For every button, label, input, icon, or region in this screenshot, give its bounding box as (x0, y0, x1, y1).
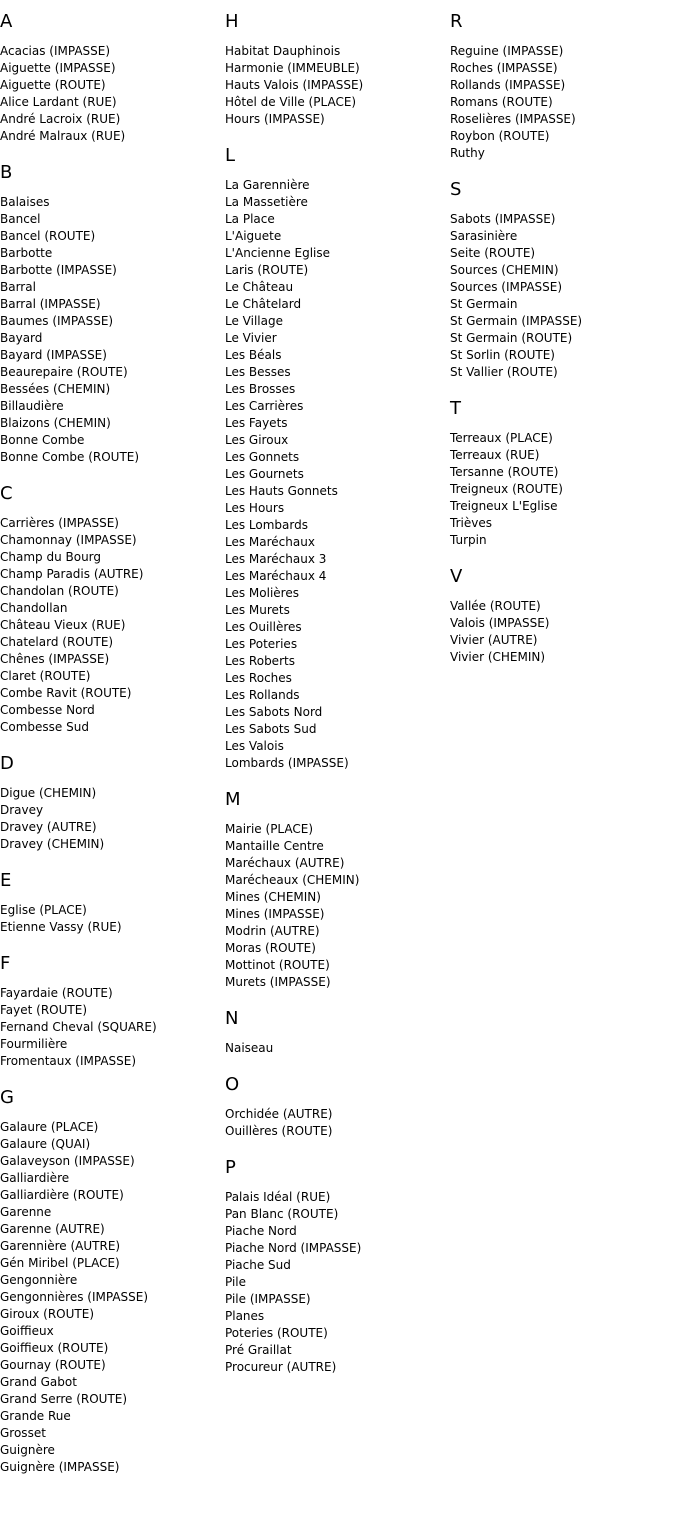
street-link[interactable]: Seite (ROUTE) (450, 246, 536, 260)
street-link[interactable]: Combe Ravit (ROUTE) (0, 686, 132, 700)
section-letter-heading: S (450, 179, 462, 200)
street-link[interactable]: Piache Nord (IMPASSE) (225, 1241, 362, 1255)
street-link[interactable]: Aiguette (IMPASSE) (0, 61, 116, 75)
street-link[interactable]: Château Vieux (RUE) (0, 618, 126, 632)
street-link[interactable]: Mines (IMPASSE) (225, 907, 325, 921)
street-link[interactable]: Vivier (CHEMIN) (450, 650, 546, 664)
letter-section (225, 1006, 447, 1057)
section-letter-heading: T (450, 398, 461, 419)
street-link[interactable]: Grosset (0, 1426, 46, 1440)
street-link[interactable]: Garenne (0, 1205, 52, 1219)
street-link[interactable]: Barral (0, 280, 36, 294)
street-link[interactable]: Modrin (AUTRE) (225, 924, 320, 938)
street-link[interactable]: Pan Blanc (ROUTE) (225, 1207, 339, 1221)
street-link[interactable]: Barral (IMPASSE) (0, 297, 101, 311)
street-link[interactable]: Bonne Combe (ROUTE) (0, 450, 140, 464)
street-link[interactable]: St Sorlin (ROUTE) (450, 348, 555, 362)
street-link[interactable]: Gournay (ROUTE) (0, 1358, 106, 1372)
street-link[interactable]: Galaure (QUAI) (0, 1137, 91, 1151)
street-link[interactable]: Bayard (IMPASSE) (0, 348, 107, 362)
street-link[interactable]: Beaurepaire (ROUTE) (0, 365, 128, 379)
street-link[interactable]: Hours (IMPASSE) (225, 112, 325, 126)
street-link[interactable]: Goiffieux (0, 1324, 54, 1338)
letter-section (225, 787, 447, 991)
letter-section (450, 396, 672, 549)
street-link[interactable]: Le Village (225, 314, 283, 328)
street-link[interactable]: Vivier (AUTRE) (450, 633, 538, 647)
street-link[interactable]: Lombards (IMPASSE) (225, 756, 349, 770)
street-link[interactable]: Pile (IMPASSE) (225, 1292, 311, 1306)
section-letter-heading: F (0, 953, 11, 974)
street-list (0, 1119, 222, 1476)
street-link[interactable]: Sources (CHEMIN) (450, 263, 559, 277)
street-link[interactable]: Les Besses (225, 365, 291, 379)
street-link[interactable]: La Place (225, 212, 275, 226)
street-link[interactable]: Grande Rue (0, 1409, 71, 1423)
section-letter-heading: M (225, 789, 241, 810)
street-link[interactable]: La Massetière (225, 195, 308, 209)
street-link[interactable]: Les Maréchaux (225, 535, 315, 549)
street-link[interactable]: Le Châtelard (225, 297, 302, 311)
letter-section (450, 564, 672, 666)
street-link[interactable]: Les Sabots Nord (225, 705, 323, 719)
street-link[interactable]: Mantaille Centre (225, 839, 324, 853)
letter-section (0, 751, 222, 853)
street-link[interactable]: St Germain (IMPASSE) (450, 314, 583, 328)
street-link[interactable]: Galliardière (0, 1171, 70, 1185)
street-link[interactable]: Bonne Combe (0, 433, 85, 447)
street-link[interactable]: Vallée (ROUTE) (450, 599, 541, 613)
street-link[interactable]: Les Hauts Gonnets (225, 484, 338, 498)
letter-section (450, 9, 672, 162)
street-link[interactable]: Mairie (PLACE) (225, 822, 314, 836)
section-letter-heading: B (0, 162, 13, 183)
street-link[interactable]: Pile (225, 1275, 247, 1289)
street-link[interactable]: Champ Paradis (AUTRE) (0, 567, 144, 581)
street-link[interactable]: Les Poteries (225, 637, 298, 651)
street-link[interactable]: Les Gournets (225, 467, 304, 481)
street-link[interactable]: Chamonnay (IMPASSE) (0, 533, 137, 547)
street-link[interactable]: Champ du Bourg (0, 550, 102, 564)
street-link[interactable]: Les Béals (225, 348, 282, 362)
street-link[interactable]: La Garennière (225, 178, 310, 192)
street-index-column-3 (450, 9, 672, 681)
street-link[interactable]: Chandolan (ROUTE) (0, 584, 119, 598)
street-link[interactable]: Gengonnières (IMPASSE) (0, 1290, 149, 1304)
street-link[interactable]: Mines (CHEMIN) (225, 890, 321, 904)
street-link[interactable]: Orchidée (AUTRE) (225, 1107, 333, 1121)
street-link[interactable]: Grand Gabot (0, 1375, 77, 1389)
section-letter-heading: O (225, 1074, 240, 1095)
street-link[interactable]: Turpin (450, 533, 487, 547)
section-letter-heading: P (225, 1157, 236, 1178)
street-link[interactable]: Le Château (225, 280, 294, 294)
section-letter-heading: R (450, 11, 463, 32)
street-link[interactable]: Les Murets (225, 603, 290, 617)
street-link[interactable]: Gén Miribel (PLACE) (0, 1256, 120, 1270)
street-link[interactable]: Barbotte (0, 246, 53, 260)
street-list (0, 902, 222, 936)
street-link[interactable]: Les Molières (225, 586, 299, 600)
letter-section (0, 481, 222, 736)
street-list (225, 1189, 447, 1376)
street-link[interactable]: Bayard (0, 331, 43, 345)
street-link[interactable]: Guignère (0, 1443, 55, 1457)
street-list (450, 598, 672, 666)
street-list (450, 211, 672, 381)
street-link[interactable]: Gengonnière (0, 1273, 78, 1287)
street-link[interactable]: Les Maréchaux 3 (225, 552, 327, 566)
street-link[interactable]: Terreaux (RUE) (450, 448, 540, 462)
street-link[interactable]: Garennière (AUTRE) (0, 1239, 121, 1253)
street-link[interactable]: Galaveyson (IMPASSE) (0, 1154, 135, 1168)
street-link[interactable]: Fernand Cheval (SQUARE) (0, 1020, 157, 1034)
street-link[interactable]: Ouillères (ROUTE) (225, 1124, 333, 1138)
street-link[interactable]: Mottinot (ROUTE) (225, 958, 330, 972)
street-link[interactable]: Les Carrières (225, 399, 304, 413)
street-link[interactable]: Rollands (IMPASSE) (450, 78, 566, 92)
street-link[interactable]: Galaure (PLACE) (0, 1120, 99, 1134)
letter-section (225, 9, 447, 128)
street-link[interactable]: Guignère (IMPASSE) (0, 1460, 120, 1474)
street-link[interactable]: Bancel (ROUTE) (0, 229, 96, 243)
street-link[interactable]: André Malraux (RUE) (0, 129, 126, 143)
street-link[interactable]: Hauts Valois (IMPASSE) (225, 78, 364, 92)
street-link[interactable]: Les Lombards (225, 518, 308, 532)
street-link[interactable]: Hôtel de Ville (PLACE) (225, 95, 357, 109)
section-letter-heading: D (0, 753, 14, 774)
letter-section (0, 160, 222, 466)
street-link[interactable]: Les Hours (225, 501, 285, 515)
street-link[interactable]: Sabots (IMPASSE) (450, 212, 556, 226)
street-link[interactable]: Piache Sud (225, 1258, 291, 1272)
street-link[interactable]: Pré Graillat (225, 1343, 292, 1357)
street-link[interactable]: St Germain (450, 297, 518, 311)
street-link[interactable]: Marécheaux (CHEMIN) (225, 873, 360, 887)
street-link[interactable]: Alice Lardant (RUE) (0, 95, 117, 109)
street-link[interactable]: Fayet (ROUTE) (0, 1003, 87, 1017)
street-link[interactable]: Fourmilière (0, 1037, 68, 1051)
letter-section (0, 1085, 222, 1476)
street-list (0, 985, 222, 1070)
street-link[interactable]: Les Rollands (225, 688, 300, 702)
street-link[interactable]: Chatelard (ROUTE) (0, 635, 114, 649)
section-letter-heading: V (450, 566, 463, 587)
street-link[interactable]: Grand Serre (ROUTE) (0, 1392, 128, 1406)
street-link[interactable]: Murets (IMPASSE) (225, 975, 331, 989)
street-link[interactable]: Roselières (IMPASSE) (450, 112, 576, 126)
street-link[interactable]: Chandollan (0, 601, 68, 615)
section-letter-heading: L (225, 145, 236, 166)
section-letter-heading: E (0, 870, 12, 891)
street-link[interactable]: Les Giroux (225, 433, 289, 447)
street-link[interactable]: Roches (IMPASSE) (450, 61, 558, 75)
street-link[interactable]: Etienne Vassy (RUE) (0, 920, 122, 934)
street-link[interactable]: Dravey (0, 803, 44, 817)
street-link[interactable]: Treigneux L'Eglise (450, 499, 558, 513)
street-link[interactable]: Balaises (0, 195, 50, 209)
letter-section (450, 177, 672, 381)
letter-section (0, 951, 222, 1070)
street-link[interactable]: Le Vivier (225, 331, 277, 345)
street-link[interactable]: Maréchaux (AUTRE) (225, 856, 345, 870)
street-link[interactable]: Galliardière (ROUTE) (0, 1188, 124, 1202)
street-link[interactable]: Combesse Nord (0, 703, 95, 717)
street-link[interactable]: Billaudière (0, 399, 64, 413)
street-link[interactable]: Reguine (IMPASSE) (450, 44, 564, 58)
street-link[interactable]: Baumes (IMPASSE) (0, 314, 114, 328)
street-list (225, 177, 447, 772)
street-link[interactable]: Terreaux (PLACE) (450, 431, 553, 445)
street-list (225, 821, 447, 991)
street-link[interactable]: Barbotte (IMPASSE) (0, 263, 117, 277)
street-link[interactable]: L'Aiguete (225, 229, 282, 243)
street-list (450, 430, 672, 549)
street-link[interactable]: Carrières (IMPASSE) (0, 516, 119, 530)
street-link[interactable]: Poteries (ROUTE) (225, 1326, 328, 1340)
street-link[interactable]: Valois (IMPASSE) (450, 616, 550, 630)
street-link[interactable]: Roybon (ROUTE) (450, 129, 550, 143)
street-link[interactable]: Piache Nord (225, 1224, 297, 1238)
street-link[interactable]: Acacias (IMPASSE) (0, 44, 111, 58)
street-link[interactable]: Dravey (CHEMIN) (0, 837, 105, 851)
street-link[interactable]: Goiffieux (ROUTE) (0, 1341, 109, 1355)
street-link[interactable]: Fromentaux (IMPASSE) (0, 1054, 137, 1068)
street-link[interactable]: St Germain (ROUTE) (450, 331, 573, 345)
letter-section (225, 1155, 447, 1376)
street-index-column-1 (0, 9, 222, 1491)
street-link[interactable]: Les Sabots Sud (225, 722, 317, 736)
street-link[interactable]: Les Roches (225, 671, 292, 685)
section-letter-heading: A (0, 11, 13, 32)
letter-section (225, 143, 447, 772)
street-link[interactable]: L'Ancienne Eglise (225, 246, 331, 260)
street-link[interactable]: Laris (ROUTE) (225, 263, 309, 277)
street-link[interactable]: Romans (ROUTE) (450, 95, 553, 109)
letter-section (0, 9, 222, 145)
street-link[interactable]: St Vallier (ROUTE) (450, 365, 558, 379)
street-list (0, 785, 222, 853)
section-letter-heading: N (225, 1008, 239, 1029)
street-link[interactable]: Les Ouillères (225, 620, 302, 634)
street-link[interactable]: Eglise (PLACE) (0, 903, 87, 917)
street-link[interactable]: Bessées (CHEMIN) (0, 382, 111, 396)
street-link[interactable]: Planes (225, 1309, 265, 1323)
street-link[interactable]: Les Roberts (225, 654, 295, 668)
street-list (450, 43, 672, 162)
street-link[interactable]: Harmonie (IMMEUBLE) (225, 61, 360, 75)
street-link[interactable]: Habitat Dauphinois (225, 44, 341, 58)
street-link[interactable]: André Lacroix (RUE) (0, 112, 121, 126)
letter-section (225, 1072, 447, 1140)
street-link[interactable]: Dravey (AUTRE) (0, 820, 97, 834)
street-link[interactable]: Combesse Sud (0, 720, 89, 734)
street-link[interactable]: Les Fayets (225, 416, 288, 430)
street-index-column-2 (225, 9, 447, 1391)
section-letter-heading: H (225, 11, 239, 32)
street-list (0, 515, 222, 736)
street-list (0, 43, 222, 145)
street-link[interactable]: Naiseau (225, 1041, 274, 1055)
street-list (0, 194, 222, 466)
street-link[interactable]: Fayardaie (ROUTE) (0, 986, 113, 1000)
street-link[interactable]: Giroux (ROUTE) (0, 1307, 95, 1321)
street-link[interactable]: Tersanne (ROUTE) (450, 465, 559, 479)
section-letter-heading: C (0, 483, 13, 504)
street-link[interactable]: Trièves (450, 516, 492, 530)
street-link[interactable]: Palais Idéal (RUE) (225, 1190, 331, 1204)
street-list (225, 1040, 447, 1057)
street-link[interactable]: Procureur (AUTRE) (225, 1360, 337, 1374)
street-link[interactable]: Les Maréchaux 4 (225, 569, 327, 583)
street-link[interactable]: Les Valois (225, 739, 284, 753)
street-link[interactable]: Moras (ROUTE) (225, 941, 316, 955)
street-link[interactable]: Les Brosses (225, 382, 296, 396)
street-link[interactable]: Claret (ROUTE) (0, 669, 91, 683)
street-link[interactable]: Aiguette (ROUTE) (0, 78, 106, 92)
section-letter-heading: G (0, 1087, 14, 1108)
street-link[interactable]: Ruthy (450, 146, 485, 160)
street-link[interactable]: Treigneux (ROUTE) (450, 482, 563, 496)
street-link[interactable]: Sarasinière (450, 229, 518, 243)
street-link[interactable]: Digue (CHEMIN) (0, 786, 97, 800)
letter-section (0, 868, 222, 936)
street-list (225, 43, 447, 128)
street-link[interactable]: Chênes (IMPASSE) (0, 652, 110, 666)
street-link[interactable]: Sources (IMPASSE) (450, 280, 563, 294)
street-link[interactable]: Les Gonnets (225, 450, 300, 464)
street-link[interactable]: Blaizons (CHEMIN) (0, 416, 111, 430)
street-list (225, 1106, 447, 1140)
street-link[interactable]: Bancel (0, 212, 41, 226)
street-link[interactable]: Garenne (AUTRE) (0, 1222, 105, 1236)
